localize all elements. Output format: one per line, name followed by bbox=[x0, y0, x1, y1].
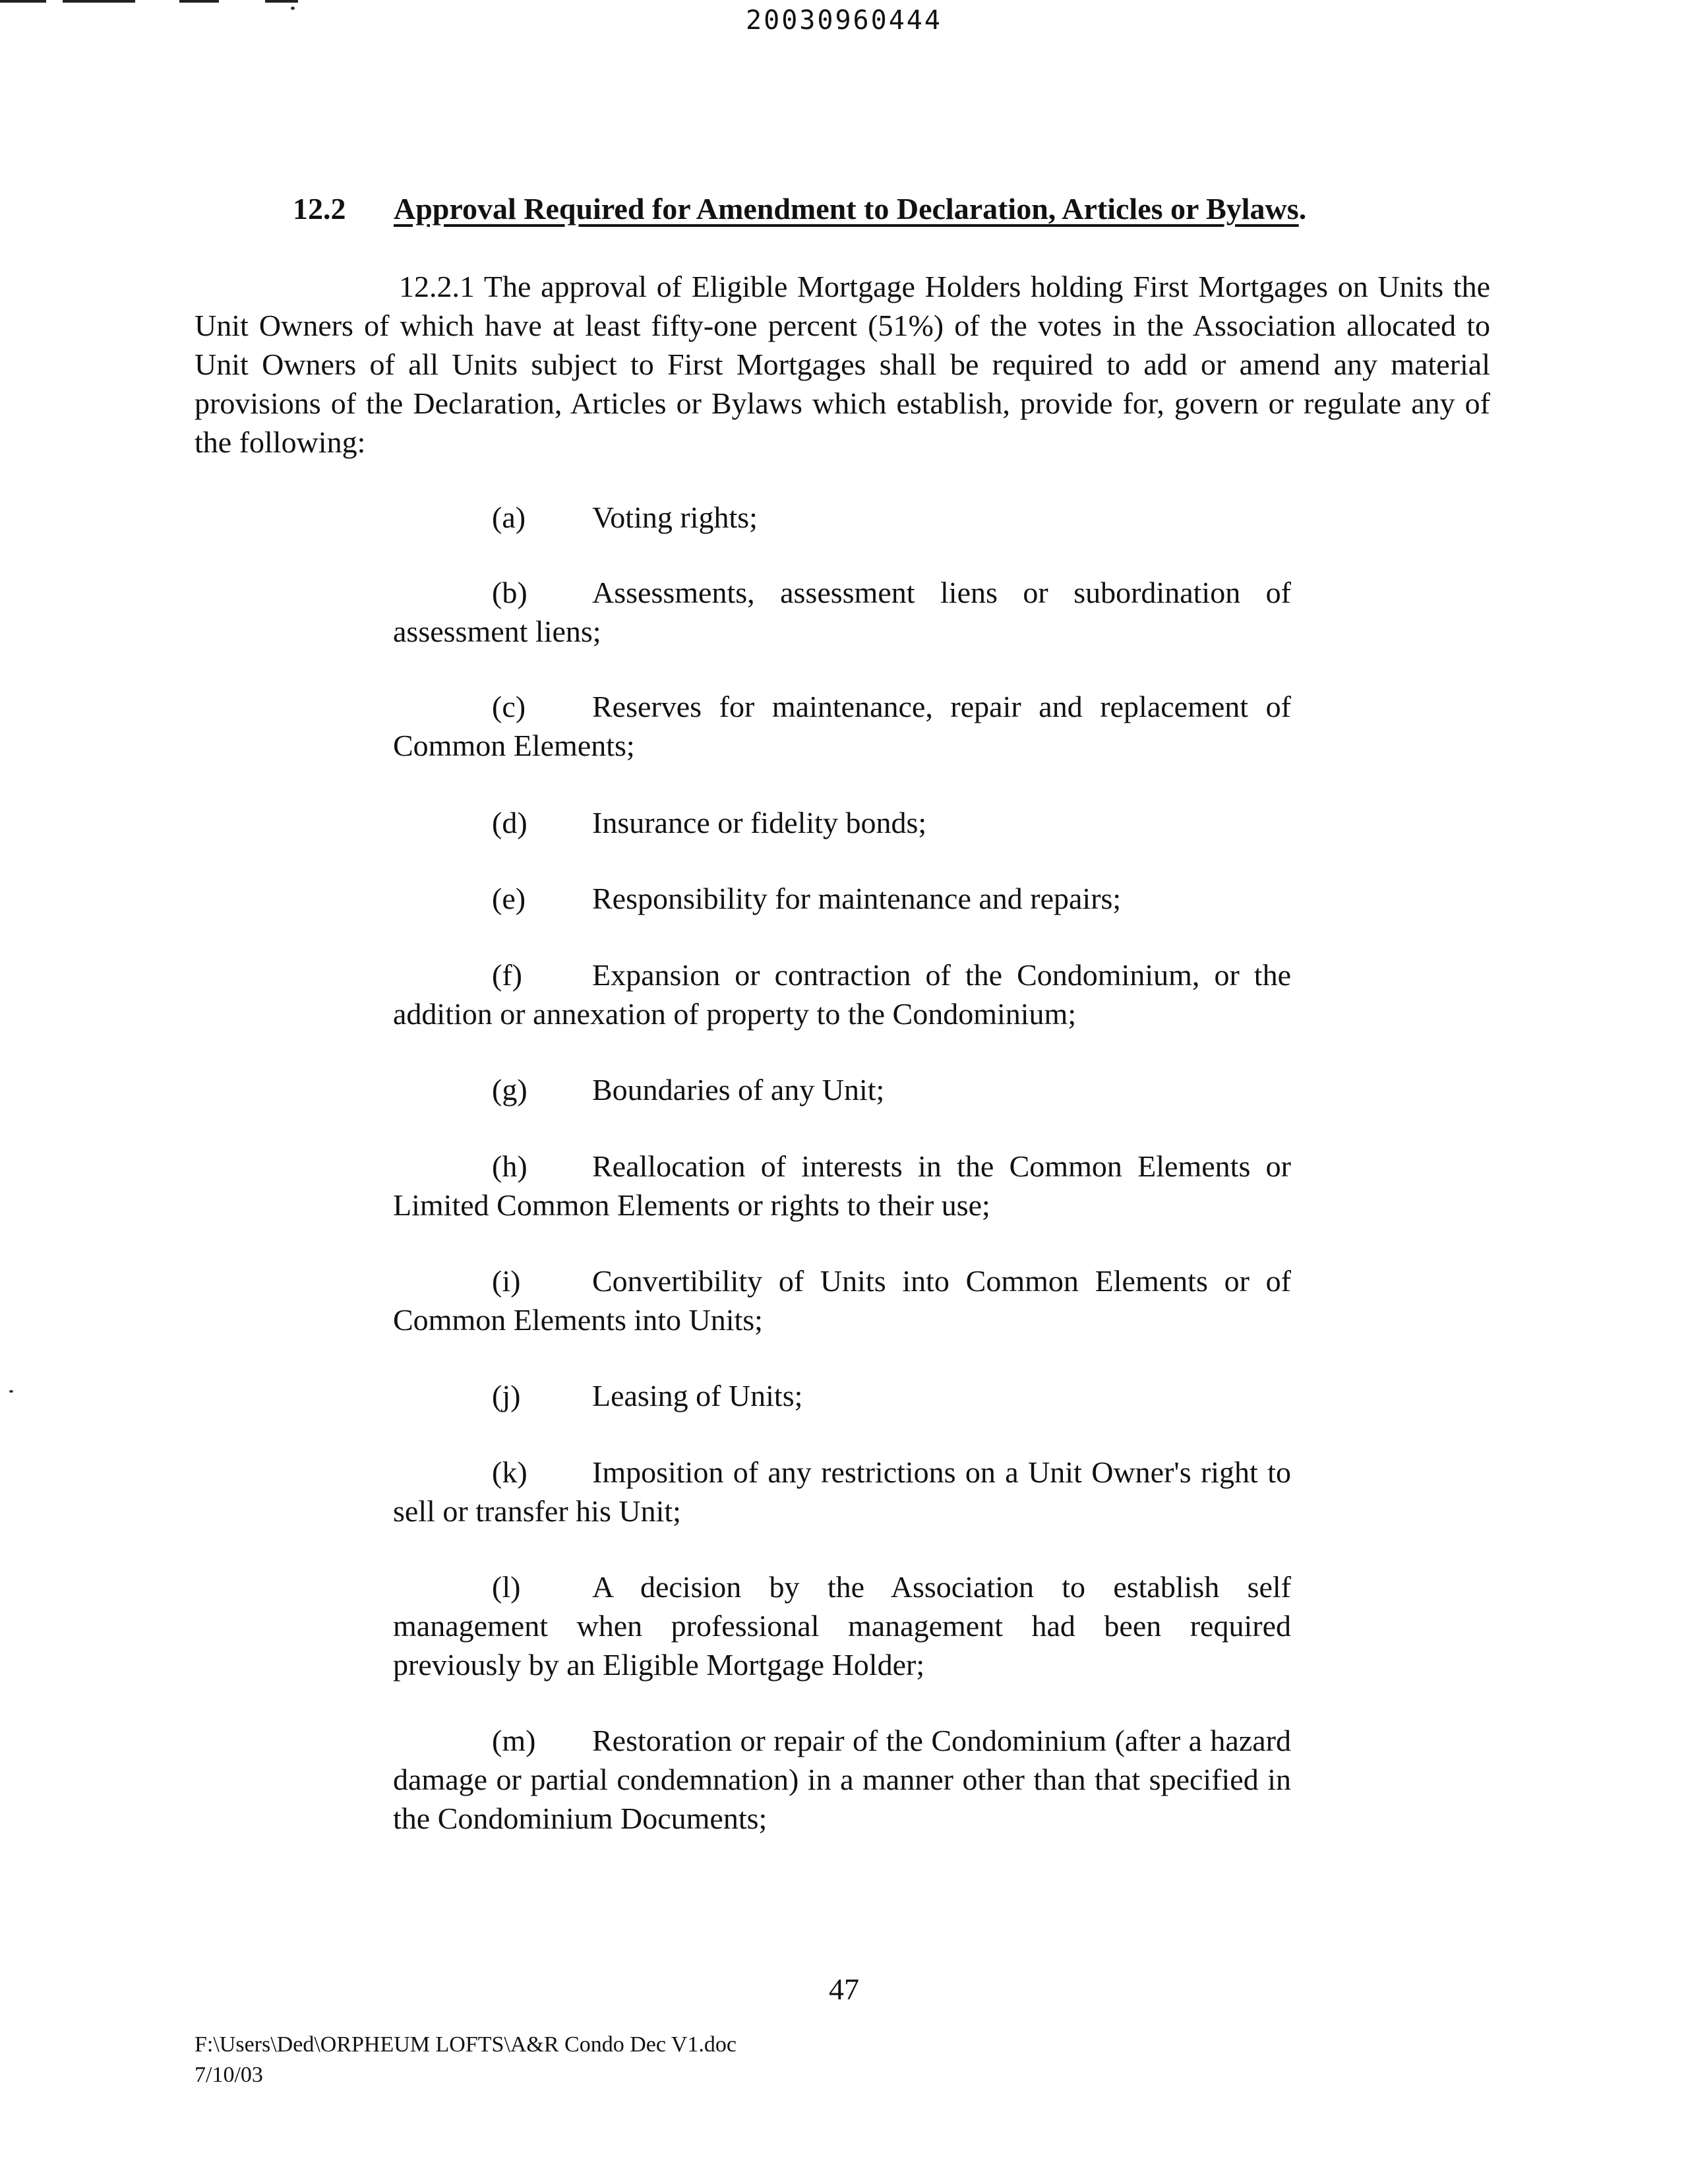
list-item-e bbox=[393, 879, 1291, 918]
file-footer bbox=[195, 2030, 737, 2090]
item-text: Expansion or contraction of the Condominium, or the addition or annexation of property to the Condominium; bbox=[393, 958, 1291, 1031]
list-item-j bbox=[393, 1376, 1291, 1415]
item-text: Reserves for maintenance, repair and replacement of Common Elements; bbox=[393, 690, 1291, 762]
item-letter: (k) bbox=[492, 1455, 528, 1489]
item-text: Responsibility for maintenance and repairs; bbox=[592, 882, 1122, 915]
item-letter: (f) bbox=[492, 958, 522, 992]
item-letter: (j) bbox=[492, 1379, 521, 1412]
item-text: Convertibility of Units into Common Elements or of Common Elements into Units; bbox=[393, 1264, 1291, 1337]
list-item-d bbox=[393, 803, 1291, 842]
item-text: Imposition of any restrictions on a Unit Owner's right to sell or transfer his Unit; bbox=[393, 1455, 1291, 1528]
section-title: Approval Required for Amendment to Declaration, Articles or Bylaws bbox=[394, 192, 1299, 226]
item-letter: (e) bbox=[492, 882, 526, 915]
item-text: Restoration or repair of the Condominium (after a hazard damage or partial condemnation) in a manner other than that specified in the Condominium Documents; bbox=[393, 1724, 1291, 1835]
page-number: 47 bbox=[829, 1972, 859, 2006]
list-item-a bbox=[393, 498, 1291, 537]
list-item-c bbox=[393, 687, 1291, 765]
list-item-h bbox=[393, 1147, 1291, 1225]
item-text: Leasing of Units; bbox=[592, 1379, 803, 1412]
item-text: Reallocation of interests in the Common Elements or Limited Common Elements or rights to their use; bbox=[393, 1149, 1291, 1222]
item-text: A decision by the Association to establish self management when professional management had been required previously by an Eligible Mortgage Holder; bbox=[393, 1570, 1291, 1682]
item-letter: (l) bbox=[492, 1570, 521, 1604]
item-letter: (b) bbox=[492, 576, 528, 609]
item-letter: (h) bbox=[492, 1149, 528, 1183]
list-item-l bbox=[393, 1567, 1291, 1684]
section-heading bbox=[293, 191, 1306, 226]
section-number: 12.2 bbox=[293, 192, 346, 226]
item-letter: (m) bbox=[492, 1724, 536, 1757]
item-letter: (i) bbox=[492, 1264, 521, 1298]
document-number: 20030960444 bbox=[746, 5, 942, 36]
list-item-g bbox=[393, 1070, 1291, 1109]
list-item-m bbox=[393, 1721, 1291, 1838]
item-text: Boundaries of any Unit; bbox=[592, 1073, 885, 1107]
item-text: Insurance or fidelity bonds; bbox=[592, 806, 927, 839]
item-text: Voting rights; bbox=[592, 501, 758, 534]
list-item-f bbox=[393, 956, 1291, 1033]
item-letter: (c) bbox=[492, 690, 526, 723]
paragraph-12-2-1: 12.2.1 The approval of Eligible Mortgage Holders holding First Mortgages on Units the Unit Owners of which have at least fifty-one percent (51%) of the votes in the Association allocated to Unit Owners of all Units subject to First Mortgages shall be required to add or amend any material provisions of the Declaration, Articles or Bylaws which establish, provide for, govern or regulate any of the following: bbox=[195, 270, 1490, 459]
item-letter: (g) bbox=[492, 1073, 528, 1107]
item-letter: (d) bbox=[492, 806, 528, 839]
list-item-b bbox=[393, 573, 1291, 651]
scan-artifact-top bbox=[0, 0, 1688, 3]
scan-speck bbox=[9, 1390, 13, 1393]
item-letter: (a) bbox=[492, 501, 526, 534]
footer-date: 7/10/03 bbox=[195, 2063, 263, 2087]
list-item-i bbox=[393, 1261, 1291, 1339]
section-title-period: . bbox=[1298, 192, 1307, 226]
footer-file-path: F:\Users\Ded\ORPHEUM LOFTS\A&R Condo Dec V1.doc bbox=[195, 2032, 737, 2057]
item-text: Assessments, assessment liens or subordination of assessment liens; bbox=[393, 576, 1291, 648]
list-item-k bbox=[393, 1453, 1291, 1531]
